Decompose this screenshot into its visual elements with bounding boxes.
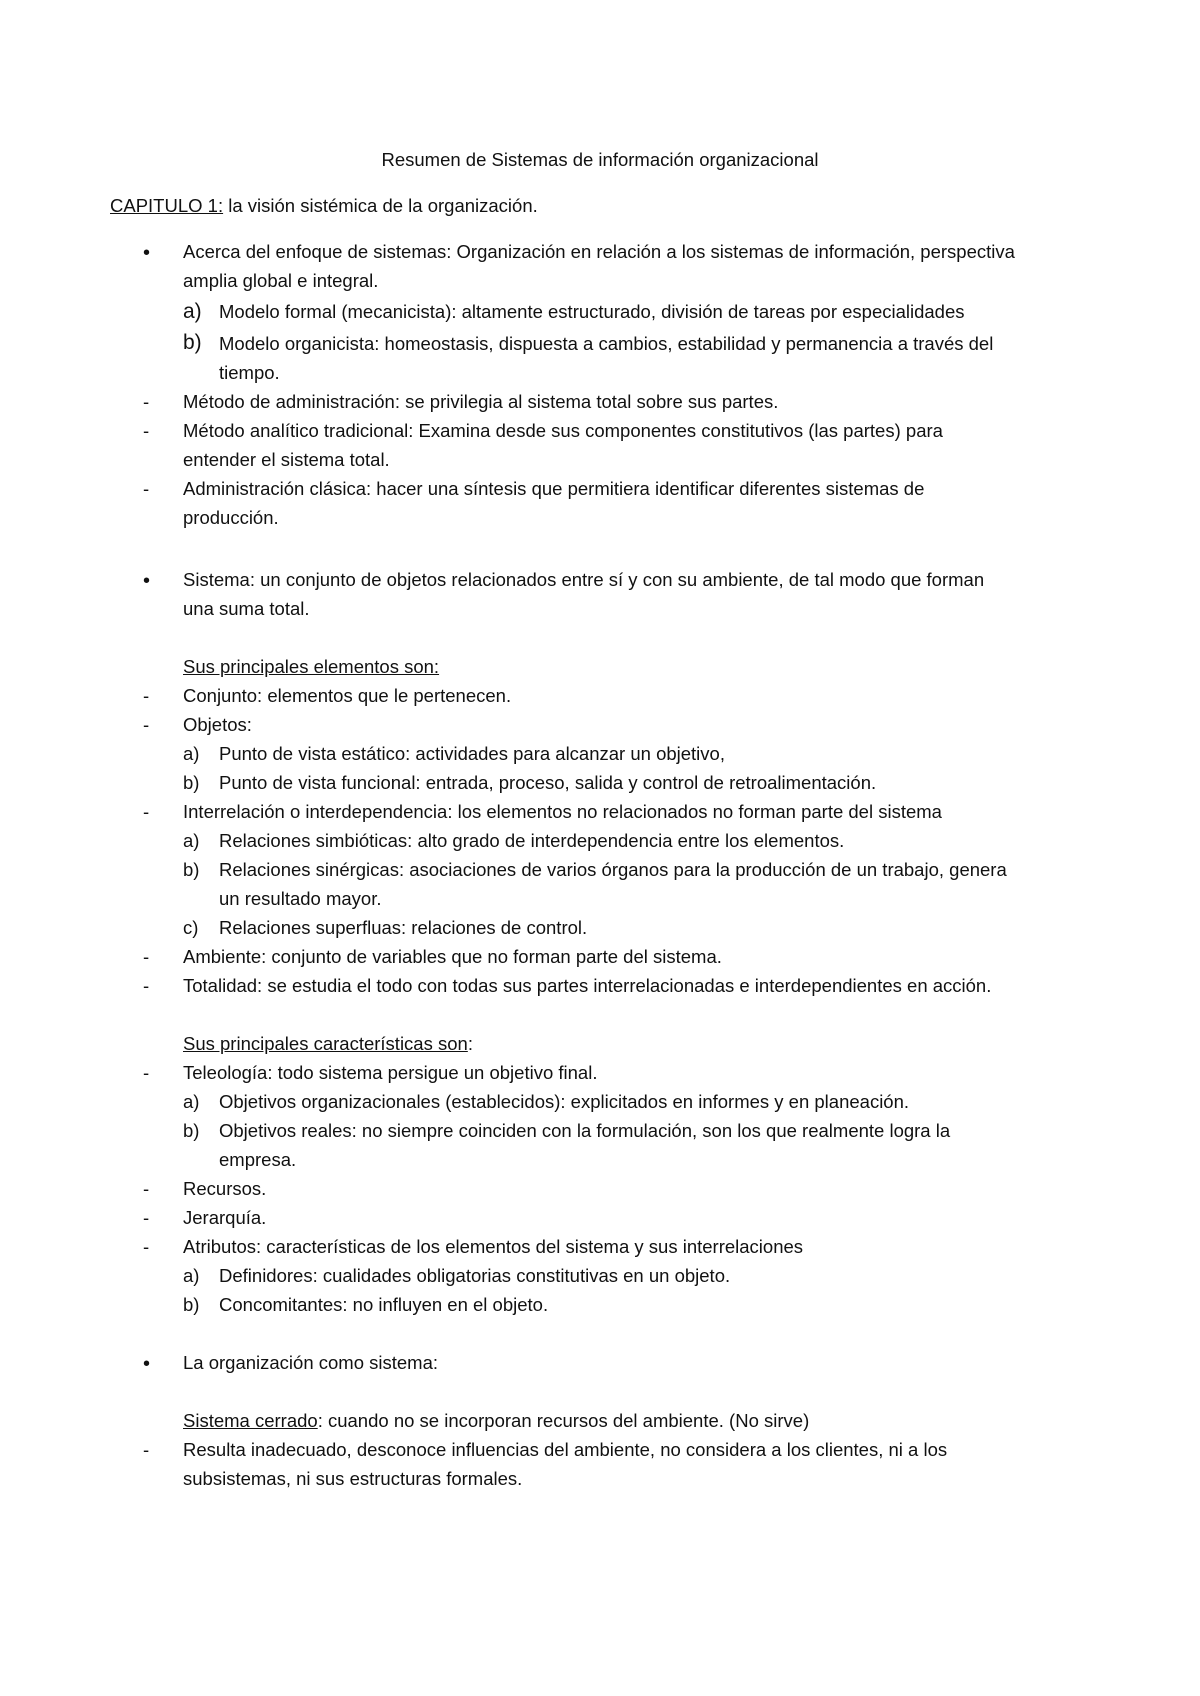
punto-vista-estatico: Punto de vista estático: actividades para alcanzar un objetivo,: [219, 743, 725, 764]
bullet-marker: •: [143, 242, 151, 264]
list-marker: a): [183, 830, 200, 851]
caracteristicas-heading: [183, 1032, 473, 1056]
dash-marker: -: [143, 1062, 150, 1083]
dash-marker: -: [143, 1207, 150, 1228]
modelo-formal: Modelo formal (mecanicista): altamente estructurado, división de tareas por especialidades: [219, 301, 965, 322]
metodo-analitico-line-1: Método analítico tradicional: Examina desde sus componentes constitutivos (las partes) para: [183, 420, 943, 441]
modelo-organicista-line-1: Modelo organicista: homeostasis, dispuesta a cambios, estabilidad y permanencia a través del: [219, 333, 994, 354]
dash-marker: -: [143, 685, 150, 706]
list-marker: b): [183, 1294, 200, 1315]
sistema-line-2: una suma total.: [183, 598, 310, 619]
concomitantes: Concomitantes: no influyen en el objeto.: [219, 1294, 549, 1315]
dash-marker: -: [143, 420, 150, 441]
elementos-heading: Sus principales elementos son:: [183, 656, 440, 677]
list-marker: c): [183, 917, 199, 938]
list-marker: b): [183, 772, 200, 793]
dash-marker: -: [143, 1236, 150, 1257]
dash-marker: -: [143, 1178, 150, 1199]
metodo-analitico-line-2: entender el sistema total.: [183, 449, 390, 470]
interrelacion: Interrelación o interdependencia: los elementos no relacionados no forman parte del sistema: [183, 801, 942, 822]
objetivos-reales-line-1: Objetivos reales: no siempre coinciden con la formulación, son los que realmente logra la: [219, 1120, 951, 1141]
modelo-organicista-line-2: tiempo.: [219, 362, 280, 383]
chapter-label: CAPITULO 1:: [110, 195, 224, 216]
relaciones-simbioticas: Relaciones simbióticas: alto grado de interdependencia entre los elementos.: [219, 830, 845, 851]
dash-marker: -: [143, 975, 150, 996]
objetivos-reales-line-2: empresa.: [219, 1149, 297, 1170]
sistema-line-1: Sistema: un conjunto de objetos relacionados entre sí y con su ambiente, de tal modo que forman: [183, 569, 985, 590]
list-marker: a): [183, 300, 202, 323]
definidores: Definidores: cualidades obligatorias constitutivas en un objeto.: [219, 1265, 731, 1286]
punto-vista-funcional: Punto de vista funcional: entrada, proceso, salida y control de retroalimentación.: [219, 772, 877, 793]
admin-clasica-line-1: Administración clásica: hacer una síntesis que permitiera identificar diferentes sistemas de: [183, 478, 925, 499]
recursos: Recursos.: [183, 1178, 267, 1199]
teleologia: Teleología: todo sistema persigue un objetivo final.: [183, 1062, 598, 1083]
metodo-administracion: Método de administración: se privilegia al sistema total sobre sus partes.: [183, 391, 779, 412]
list-marker: b): [183, 331, 202, 354]
admin-clasica-line-2: producción.: [183, 507, 279, 528]
chapter-text: la visión sistémica de la organización.: [223, 195, 538, 216]
chapter-heading: [110, 194, 538, 218]
objetivos-organizacionales: Objetivos organizacionales (establecidos): explicitados en informes y en planeación.: [219, 1091, 910, 1112]
bullet-marker: •: [143, 1353, 151, 1375]
list-marker: a): [183, 743, 200, 764]
caracteristicas-heading-colon: :: [467, 1033, 473, 1054]
conjunto: Conjunto: elementos que le pertenecen.: [183, 685, 512, 706]
dash-marker: -: [143, 391, 150, 412]
objetos: Objetos:: [183, 714, 252, 735]
list-marker: a): [183, 1091, 200, 1112]
enfoque-line-2: amplia global e integral.: [183, 270, 379, 291]
caracteristicas-heading-text: Sus principales características son: [183, 1033, 468, 1054]
list-marker: a): [183, 1265, 200, 1286]
ambiente: Ambiente: conjunto de variables que no forman parte del sistema.: [183, 946, 722, 967]
dash-marker: -: [143, 1439, 150, 1460]
dash-marker: -: [143, 801, 150, 822]
enfoque-line-1: Acerca del enfoque de sistemas: Organización en relación a los sistemas de información, perspectiva: [183, 241, 1015, 262]
jerarquia: Jerarquía.: [183, 1207, 267, 1228]
dash-marker: -: [143, 946, 150, 967]
sistema-cerrado: [183, 1409, 809, 1433]
relaciones-superfluas: Relaciones superfluas: relaciones de control.: [219, 917, 588, 938]
resulta-inadecuado-line-2: subsistemas, ni sus estructuras formales.: [183, 1468, 523, 1489]
list-marker: b): [183, 859, 200, 880]
sistema-cerrado-text: : cuando no se incorporan recursos del ambiente. (No sirve): [317, 1410, 810, 1431]
dash-marker: -: [143, 478, 150, 499]
relaciones-sinergicas-line-1: Relaciones sinérgicas: asociaciones de varios órganos para la producción de un trabajo, genera: [219, 859, 1007, 880]
sistema-cerrado-label: Sistema cerrado: [183, 1410, 318, 1431]
relaciones-sinergicas-line-2: un resultado mayor.: [219, 888, 382, 909]
dash-marker: -: [143, 714, 150, 735]
organizacion-como-sistema: La organización como sistema:: [183, 1352, 439, 1373]
bullet-marker: •: [143, 570, 151, 592]
document-title: Resumen de Sistemas de información organizacional: [381, 149, 819, 170]
resulta-inadecuado-line-1: Resulta inadecuado, desconoce influencias del ambiente, no considera a los clientes, ni a los: [183, 1439, 948, 1460]
list-marker: b): [183, 1120, 200, 1141]
totalidad: Totalidad: se estudia el todo con todas sus partes interrelacionadas e interdependientes en acción.: [183, 975, 992, 996]
atributos: Atributos: características de los elementos del sistema y sus interrelaciones: [183, 1236, 804, 1257]
